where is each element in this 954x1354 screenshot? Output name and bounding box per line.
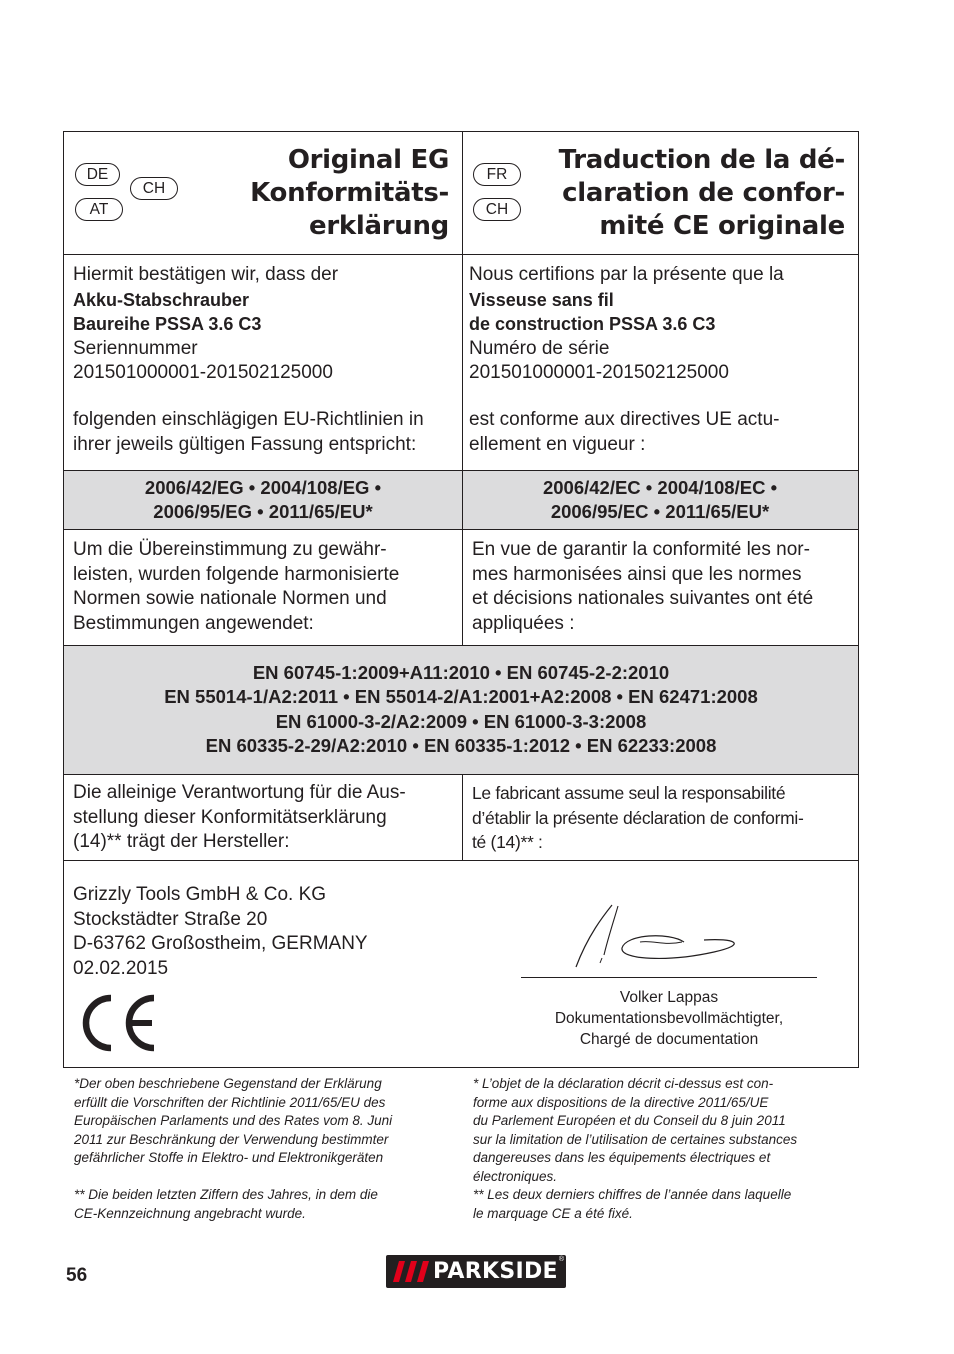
signature-line <box>521 977 817 978</box>
fr-title: Traduction de la dé- claration de confor- mité CE originale <box>558 145 845 241</box>
page-number: 56 <box>66 1265 88 1286</box>
fr-intro: Nous certifions par la présente que la Visseuse sans fil de construction PSSA 3.6 C3 Numéro de série 201501000001-201502125000 est conforme aux directives UE actu- ellement en vigueur : <box>469 264 784 455</box>
parkside-logo <box>386 1255 566 1288</box>
fr-footnotes: * L’objet de la déclaration décrit ci-dessus est con- forme aux dispositions de la directive 2011/65/UE du Parlement Européen et du Conseil du 8 juin 2011 sur la limitation de l’utilisation de certaines substances dangereuses dans les équipements électriques et électroniques. ** Les deux derniers chiffres de l’année dans laquelle le marquage CE a été fixé. <box>473 1076 798 1221</box>
country-badge-de: DE <box>75 163 120 186</box>
rule <box>64 470 858 471</box>
country-badge-ch: CH <box>130 177 178 200</box>
country-badge-ch: CH <box>473 198 521 221</box>
column-divider <box>462 774 463 860</box>
country-badge-at: AT <box>75 198 123 221</box>
logo-stripes-icon <box>391 1259 435 1284</box>
signature-icon <box>564 900 764 972</box>
rule <box>64 254 858 255</box>
de-directives: 2006/42/EG • 2004/108/EG • 2006/95/EG • 2011/65/EU* <box>144 477 382 523</box>
de-responsibility: Die alleinige Verantwortung für die Aus- stellung dieser Konformitätserklärung (14)** trägt der Hersteller: <box>73 782 406 853</box>
de-title: Original EG Konformitäts- erklärung <box>250 145 449 241</box>
de-intro: Hiermit bestätigen wir, dass der Akku-Stabschrauber Baureihe PSSA 3.6 C3 Seriennummer 201501000001-201502125000 folgenden einschlägigen EU-Richtlinien in ihrer jeweils gültigen Fassung entspricht: <box>73 264 424 455</box>
fr-norms-intro: En vue de garantir la conformité les nor- mes harmonisées ainsi que les normes et décisions nationales suivantes ont été appliquées : <box>472 539 814 634</box>
ce-mark-icon <box>78 992 160 1054</box>
rule <box>64 860 858 861</box>
de-norms-intro: Um die Übereinstimmung zu gewähr- leisten, wurden folgende harmonisierte Normen sowie nationale Normen und Bestimmungen angewendet: <box>73 539 400 634</box>
signatory: Volker Lappas Dokumentationsbevollmächtigter, Chargé de documentation <box>554 989 784 1048</box>
rule <box>64 645 858 646</box>
manufacturer-address: Grizzly Tools GmbH & Co. KG Stockstädter Straße 20 D-63762 Großostheim, GERMANY 02.02.2015 <box>73 884 368 979</box>
fr-directives: 2006/42/EC • 2004/108/EC • 2006/95/EC • 2011/65/EU* <box>542 477 778 523</box>
rule <box>64 529 858 530</box>
standards-list: EN 60745-1:2009+A11:2010 • EN 60745-2-2:2010 EN 55014-1/A2:2011 • EN 55014-2/A1:2001+A2:2008 • EN 62471:2008 EN 61000-3-2/A2:2009 • EN 61000-3-3:2008 EN 60335-2-29/A2:2010 • EN 60335-1:2012 • EN 62233:2008 <box>164 662 758 757</box>
column-divider <box>462 132 463 645</box>
rule <box>64 774 858 775</box>
declaration-table <box>63 131 859 1068</box>
registered-mark-icon: ® <box>558 1256 564 1263</box>
fr-responsibility: Le fabricant assume seul la responsabilité d’établir la présente déclaration de conformi- té (14)** : <box>472 783 804 853</box>
logo-text: PARKSIDE <box>433 1259 558 1284</box>
country-badge-fr: FR <box>473 163 521 186</box>
de-footnotes: *Der oben beschriebene Gegenstand der Erklärung erfüllt die Vorschriften der Richtlinie 2011/65/EU des Europäischen Parlaments und des Rates vom 8. Juni 2011 zur Beschränkung der Verwendung bestimmter gefährlicher Stoffe in Elektro- und Elektronikgeräten ** Die beiden letzten Ziffern des Jahres, in dem die CE-Kennzeichnung angebracht wurde. <box>74 1076 393 1221</box>
